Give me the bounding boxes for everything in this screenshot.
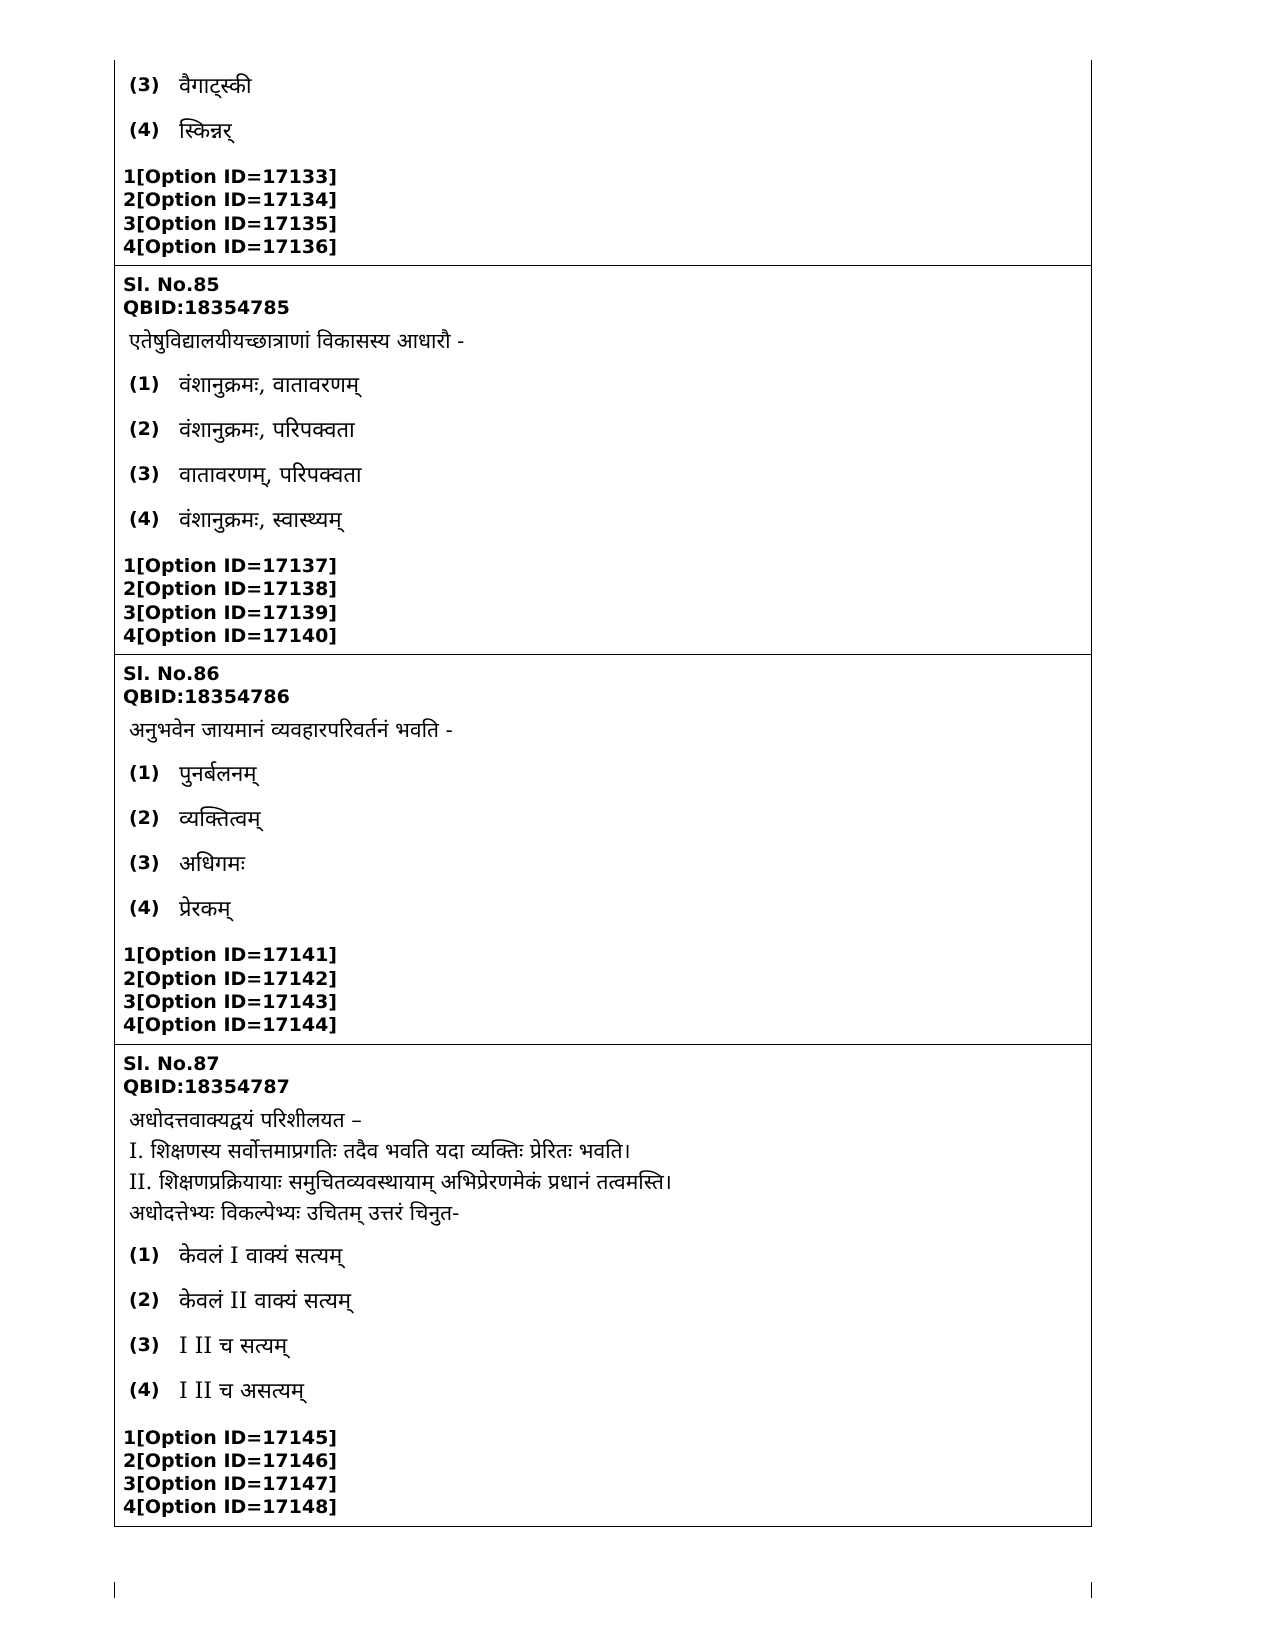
- serial-number: Sl. No.85: [123, 274, 220, 297]
- option-text: वातावरणम्, परिपक्वता: [179, 462, 362, 488]
- next-question-border: [114, 1582, 1092, 1598]
- option-number: (4): [129, 118, 160, 141]
- option-id: 3[Option ID=17135]: [123, 212, 337, 235]
- option-id: 2[Option ID=17138]: [123, 578, 337, 601]
- question-block: [115, 1045, 1091, 1527]
- option: [123, 62, 1091, 107]
- option-number: (3): [129, 1334, 160, 1357]
- options-list: [123, 62, 1091, 152]
- question-line: अधोदत्तेभ्यः विकल्पेभ्यः उचितम् उत्तरं चिनुत-: [129, 1200, 460, 1225]
- option-id: 2[Option ID=17146]: [123, 1449, 337, 1472]
- question-block-continued: [115, 60, 1091, 266]
- question-text: [123, 326, 1091, 357]
- option-text: केवलं I वाक्यं सत्यम्: [179, 1244, 343, 1270]
- options-list: [123, 750, 1091, 930]
- option-id: 4[Option ID=17140]: [123, 625, 337, 648]
- option-number: (1): [129, 1244, 160, 1267]
- option-text: अधिगमः: [179, 851, 246, 877]
- question-text: [123, 715, 1091, 746]
- question-line: एतेषुविद्यालयीयच्छात्राणां विकासस्य आधारौ -: [129, 329, 465, 354]
- question-sheet: [114, 60, 1092, 1527]
- option-id: 1[Option ID=17137]: [123, 555, 337, 578]
- option: [123, 361, 1091, 406]
- serial-number: Sl. No.86: [123, 663, 220, 686]
- option-number: (1): [129, 761, 160, 784]
- question-line: I. शिक्षणस्य सर्वोत्तमाप्रगतिः तदैव भवति यदा व्यक्तिः प्रेरितः भवति।: [129, 1138, 631, 1163]
- option-text: वंशानुक्रमः, स्वास्थ्यम्: [179, 507, 342, 533]
- options-list: [123, 361, 1091, 541]
- option-id: 2[Option ID=17134]: [123, 189, 337, 212]
- option-id: 1[Option ID=17145]: [123, 1426, 337, 1449]
- question-text: [123, 1105, 1091, 1229]
- option: [123, 496, 1091, 541]
- option: [123, 885, 1091, 930]
- option: [123, 1323, 1091, 1368]
- option-number: (2): [129, 806, 160, 829]
- option-ids: [123, 944, 1091, 1037]
- question-block: [115, 266, 1091, 655]
- option-number: (2): [129, 417, 160, 440]
- option-text: वंशानुक्रमः, वातावरणम्: [179, 372, 360, 398]
- option-text: I II च असत्यम्: [179, 1379, 304, 1405]
- option-id: 3[Option ID=17143]: [123, 990, 337, 1013]
- option-number: (3): [129, 462, 160, 485]
- qbid: QBID:18354787: [123, 1075, 290, 1098]
- option-id: 4[Option ID=17136]: [123, 235, 337, 258]
- option-ids: [123, 555, 1091, 648]
- option-text: व्यक्तित्वम्: [179, 806, 261, 832]
- option-id: 4[Option ID=17144]: [123, 1014, 337, 1037]
- option-id: 1[Option ID=17133]: [123, 166, 337, 188]
- option: [123, 1368, 1091, 1413]
- options-list: [123, 1233, 1091, 1413]
- serial-number: Sl. No.87: [123, 1052, 220, 1075]
- option-ids: [123, 166, 1091, 259]
- option: [123, 107, 1091, 152]
- qbid: QBID:18354785: [123, 297, 290, 320]
- option-text: I II च सत्यम्: [179, 1334, 288, 1360]
- option-id: 3[Option ID=17139]: [123, 601, 337, 624]
- option: [123, 451, 1091, 496]
- question-line: अनुभवेन जायमानं व्यवहारपरिवर्तनं भवति -: [129, 718, 453, 743]
- option-text: पुनर्बलनम्: [179, 761, 257, 787]
- option: [123, 406, 1091, 451]
- question-block: [115, 655, 1091, 1044]
- option: [123, 1278, 1091, 1323]
- option-text: स्किन्नर्: [179, 118, 232, 144]
- option-id: 1[Option ID=17141]: [123, 944, 337, 967]
- option-text: केवलं II वाक्यं सत्यम्: [179, 1289, 352, 1315]
- option-number: (4): [129, 507, 160, 530]
- qbid: QBID:18354786: [123, 686, 290, 709]
- question-line: II. शिक्षणप्रक्रियायाः समुचितव्यवस्थायाम् अभिप्रेरणमेकं प्रधानं तत्वमस्ति।: [129, 1169, 672, 1194]
- option: [123, 795, 1091, 840]
- option-number: (3): [129, 851, 160, 874]
- option-id: 3[Option ID=17147]: [123, 1473, 337, 1496]
- option-number: (3): [129, 73, 160, 96]
- option-text: प्रेरकम्: [179, 896, 231, 922]
- option-number: (1): [129, 372, 160, 395]
- option-text: वंशानुक्रमः, परिपक्वता: [179, 417, 355, 443]
- option-number: (4): [129, 896, 160, 919]
- option: [123, 840, 1091, 885]
- option-id: 2[Option ID=17142]: [123, 967, 337, 990]
- option-id: 4[Option ID=17148]: [123, 1496, 337, 1519]
- option-text: वैगाट्स्की: [179, 73, 252, 99]
- option: [123, 1233, 1091, 1278]
- question-line: अधोदत्तवाक्यद्वयं परिशीलयत –: [129, 1107, 362, 1132]
- option: [123, 750, 1091, 795]
- option-number: (2): [129, 1289, 160, 1312]
- option-number: (4): [129, 1379, 160, 1402]
- option-ids: [123, 1427, 1091, 1520]
